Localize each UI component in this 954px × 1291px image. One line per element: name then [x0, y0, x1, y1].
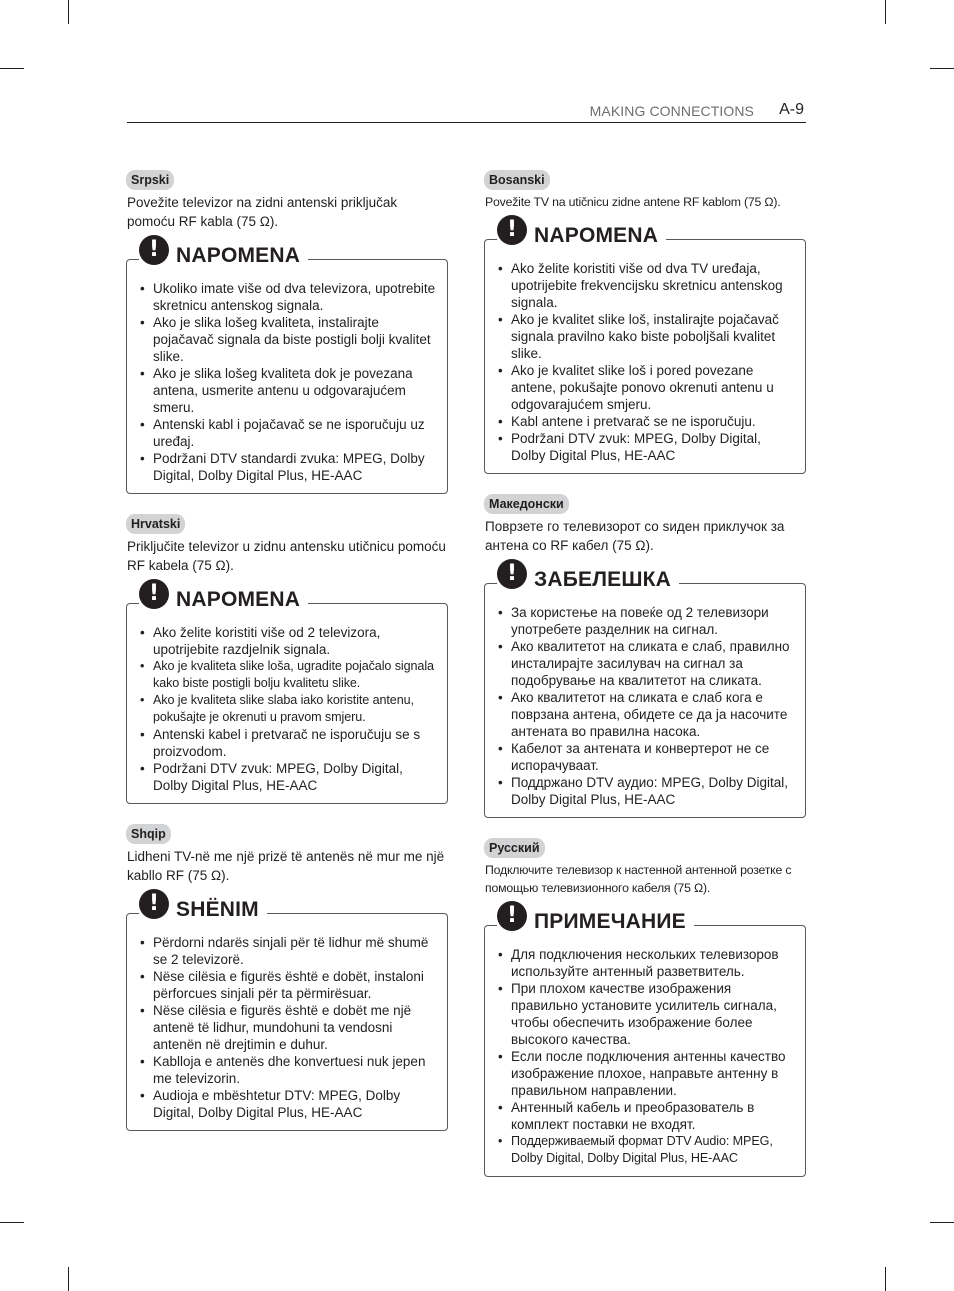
crop-mark	[68, 0, 69, 24]
note-list	[495, 946, 795, 1167]
note-item: • Kabllоja e antenës dhe konvertuesi nuk jepen me televizorin.	[137, 1053, 437, 1087]
note-list	[495, 260, 795, 464]
page-header	[127, 100, 806, 123]
note-header	[139, 235, 308, 271]
note-item: • Ako je slika lošeg kvaliteta dok je povezana antena, usmerite antenu u odgovarajućem smeru.	[137, 365, 437, 416]
note-title: NAPOMENA	[176, 244, 301, 267]
language-badge: Hrvatski	[126, 514, 185, 534]
intro-text: Подключите телевизор к настенной антенной розетке с помощью телевизионного кабеля (75 Ω).	[485, 863, 792, 895]
exclamation-icon: !	[497, 215, 527, 245]
note-item: • Антенный кабель и преобразователь в комплект поставки не входят.	[495, 1099, 795, 1133]
note-item: • При плохом качестве изображения правильно установите усилитель сигнала, чтобы обеспечить изображение более высокого качества.	[495, 980, 795, 1048]
section-title: MAKING CONNECTIONS	[589, 103, 754, 119]
language-block-hrvatski	[126, 514, 448, 804]
note-header	[497, 901, 694, 937]
crop-mark	[885, 1267, 886, 1291]
language-block-russkiy	[484, 838, 806, 1177]
note-item: • Ако квалитетот на сликата е слаб кога е поврзана антена, обидете се да ја насочите антената во правилна насока.	[495, 689, 795, 740]
note-list	[495, 604, 795, 808]
note-title: ЗАБЕЛЕШКА	[534, 568, 672, 591]
language-badge: Shqip	[126, 824, 171, 844]
right-column	[484, 170, 806, 1177]
note-item: • Nëse cilësia e figurës është e dobët me një antenë të lidhur, mundohuni ta vendosni antenën në drejtimin e duhur.	[137, 1002, 437, 1053]
note-item: • Ako je kvaliteta slike slaba iako koristite antenu, pokušajte je okrenuti u pravom smjeru.	[137, 692, 437, 726]
intro-text: Priključite televizor u zidnu antensku utičnicu pomoću RF kabela (75 Ω).	[127, 539, 446, 573]
note-title: SHËNIM	[176, 898, 259, 921]
crop-mark	[885, 0, 886, 24]
note-item: • Podržani DTV zvuk: MPEG, Dolby Digital, Dolby Digital Plus, HE-AAC	[495, 430, 795, 464]
note-item: • Ako želite koristiti više od dva TV uređaja, upotrijebite frekvencijsku skretnicu antenskog signala.	[495, 260, 795, 311]
note-box	[126, 581, 448, 804]
exclamation-icon: !	[139, 579, 169, 609]
note-item: • Для подключения нескольких телевизоров используйте антенный разветвитель.	[495, 946, 795, 980]
note-item: • Antenski kabl i pojačavač se ne isporučuju uz uređaj.	[137, 416, 437, 450]
note-item: • Antenski kabel i pretvarač ne isporučuju se s proizvodom.	[137, 726, 437, 760]
language-badge: Srpski	[126, 170, 174, 190]
language-badge: Русский	[484, 838, 545, 858]
note-item: • Përdorni ndarës sinjali për të lidhur më shumë se 2 televizorë.	[137, 934, 437, 968]
note-title: ПРИМЕЧАНИЕ	[534, 910, 686, 933]
note-item: • Podržani DTV zvuk: MPEG, Dolby Digital, Dolby Digital Plus, HE-AAC	[137, 760, 437, 794]
intro-text: Lidheni TV-në me një prizë të antenës në mur me një kabllo RF (75 Ω).	[127, 849, 445, 883]
language-block-srpski	[126, 170, 448, 494]
note-item: • Поддржано DTV аудио: MPEG, Dolby Digital, Dolby Digital Plus, HE-AAC	[495, 774, 795, 808]
crop-mark	[930, 68, 954, 69]
note-item: • Ako je kvaliteta slike loša, ugradite pojačalo signala kako biste postigli bolju kvalitetu slike.	[137, 658, 437, 692]
exclamation-icon: !	[497, 559, 527, 589]
note-title: NAPOMENA	[534, 224, 659, 247]
note-item: • Ako je kvalitet slike loš, instalirajte pojačavač signala pravilno kako biste poboljšali kvalitet slike.	[495, 311, 795, 362]
note-box	[484, 561, 806, 818]
exclamation-icon: !	[497, 901, 527, 931]
intro-text: Povežite televizor na zidni antenski priključak pomoću RF kabla (75 Ω).	[127, 195, 398, 229]
note-item: • Ако квалитетот на сликата е слаб, правилно инсталирајте засилувач на сигнал за подобрување на квалитетот на сликата.	[495, 638, 795, 689]
language-block-makedonski	[484, 494, 806, 818]
crop-mark	[0, 68, 24, 69]
note-header	[139, 579, 308, 615]
note-item: • Ako je slika lošeg kvaliteta, instalirajte pojačavač signala da biste postigli bolji kvalitet slike.	[137, 314, 437, 365]
note-item: • Audioja e mbështetur DTV: MPEG, Dolby Digital, Dolby Digital Plus, HE-AAC	[137, 1087, 437, 1121]
note-header	[497, 215, 666, 251]
language-badge: Македонски	[484, 494, 569, 514]
note-list	[137, 624, 437, 794]
intro-text: Povežite TV na utičnicu zidne antene RF kablom (75 Ω).	[485, 195, 781, 209]
note-item: • Kabl antene i pretvarač se ne isporučuju.	[495, 413, 795, 430]
note-item: • Кабелот за антената и конвертерот не се испорачуваат.	[495, 740, 795, 774]
left-column	[126, 170, 448, 1131]
crop-mark	[930, 1222, 954, 1223]
note-box	[484, 903, 806, 1177]
note-box	[126, 891, 448, 1131]
note-box	[484, 217, 806, 474]
note-list	[137, 280, 437, 484]
language-block-bosanski	[484, 170, 806, 474]
intro-text: Поврзете го телевизорот со ѕиден приклучок за антена со RF кабел (75 Ω).	[485, 519, 785, 553]
language-badge: Bosanski	[484, 170, 550, 190]
note-title: NAPOMENA	[176, 588, 301, 611]
note-item: • Podržani DTV standardi zvuka: MPEG, Dolby Digital, Dolby Digital Plus, HE-AAC	[137, 450, 437, 484]
note-item: • Nëse cilësia e figurës është e dobët, instaloni përforcues sinjali për ta përmirësuar.	[137, 968, 437, 1002]
note-header	[139, 889, 267, 925]
note-item: • Ako je kvalitet slike loš i pored povezane antene, pokušajte ponovo okrenuti antenu u odgovarajućem smjeru.	[495, 362, 795, 413]
crop-mark	[68, 1267, 69, 1291]
note-item: • Ukoliko imate više od dva televizora, upotrebite skretnicu antenskog signala.	[137, 280, 437, 314]
note-item: • За користење на повеќе од 2 телевизори употребете разделник на сигнал.	[495, 604, 795, 638]
crop-mark	[0, 1222, 24, 1223]
note-item: • Ako želite koristiti više od 2 televizora, upotrijebite razdjelnik signala.	[137, 624, 437, 658]
note-list	[137, 934, 437, 1121]
page-number: A-9	[779, 101, 804, 118]
exclamation-icon: !	[139, 235, 169, 265]
exclamation-icon: !	[139, 889, 169, 919]
note-box	[126, 237, 448, 494]
note-header	[497, 559, 679, 595]
language-block-shqip	[126, 824, 448, 1131]
note-item: • Если после подключения антенны качество изображение плохое, направьте антенну в правильном направлении.	[495, 1048, 795, 1099]
note-item: • Поддерживаемый формат DTV Audio: MPEG, Dolby Digital, Dolby Digital Plus, HE-AAC	[495, 1133, 795, 1167]
